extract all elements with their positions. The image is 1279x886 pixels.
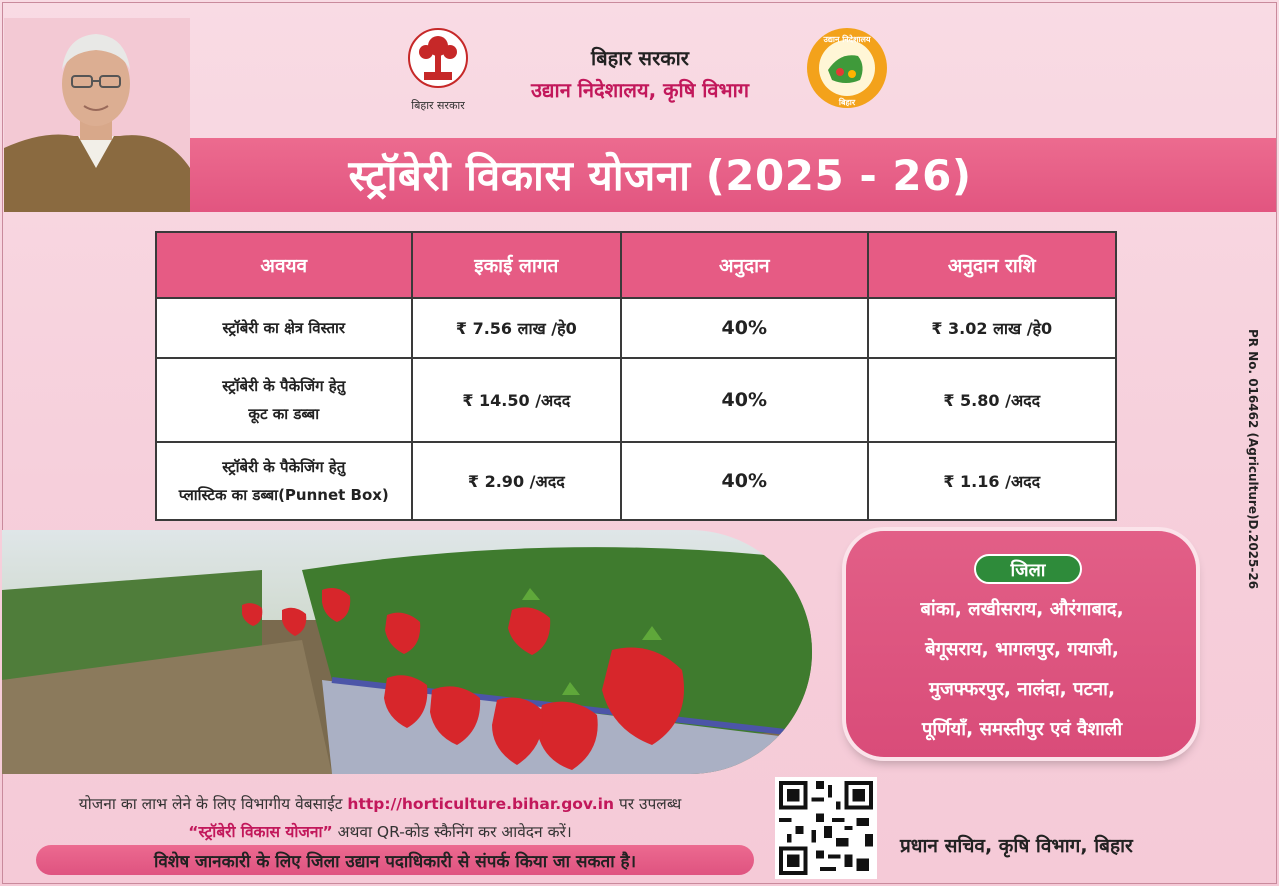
amount-cell: ₹ 5.80 /अदद (868, 358, 1116, 442)
logo-top-text: उद्यान निदेशालय (823, 35, 871, 44)
district-list (860, 590, 1184, 750)
item-name-line2: कूट का डब्बा (248, 405, 320, 423)
amount-cell: ₹ 1.16 /अदद (868, 442, 1116, 520)
subsidy-table (155, 231, 1117, 521)
item-cell (156, 442, 412, 520)
column-header: अनुदान (621, 232, 867, 298)
amount-cell: ₹ 3.02 लाख /हे0 (868, 298, 1116, 358)
subsidy-cell: 40% (621, 358, 867, 442)
subsidy-cell: 40% (621, 298, 867, 358)
column-header: अवयव (156, 232, 412, 298)
scheme-name-highlight: “स्ट्रॉबेरी विकास योजना” (188, 823, 333, 841)
table-row (156, 358, 1116, 442)
item-cell (156, 298, 412, 358)
contact-notice: विशेष जानकारी के लिए जिला उद्यान पदाधिकारी से संपर्क किया जा सकता है। (153, 852, 637, 872)
column-header: इकाई लागत (412, 232, 622, 298)
chief-minister-portrait (4, 18, 190, 212)
subsidy-cell: 40% (621, 442, 867, 520)
government-title: बिहार सरकार (591, 46, 689, 70)
unit-cost-cell: ₹ 2.90 /अदद (412, 442, 622, 520)
district-line: पूर्णियाँ, समस्तीपुर एवं वैशाली (921, 719, 1123, 740)
website-link[interactable]: http://horticulture.bihar.gov.in (347, 795, 615, 813)
line1-prefix: योजना का लाभ लेने के लिए विभागीय वेबसाईट (78, 795, 348, 813)
district-line: मुजफ्फरपुर, नालंदा, पटना, (929, 679, 1115, 700)
horticulture-directorate-logo-icon (800, 26, 894, 110)
item-name-line1: स्ट्रॉबेरी के पैकेजिंग हेतु (222, 377, 346, 395)
district-line: बेगूसराय, भागलपुर, गयाजी, (925, 639, 1119, 660)
emblem-caption: बिहार सरकार (411, 99, 465, 112)
line2-suffix: अथवा QR-कोड स्कैनिंग कर आवेदन करें। (332, 823, 572, 841)
department-title: उद्यान निदेशालय, कृषि विभाग (530, 78, 750, 102)
item-name-line1: स्ट्रॉबेरी का क्षेत्र विस्तार (222, 319, 346, 337)
unit-cost-cell: ₹ 14.50 /अदद (412, 358, 622, 442)
bihar-emblem-icon (402, 28, 474, 88)
table-row (156, 442, 1116, 520)
strawberry-farm-photo (2, 530, 812, 774)
item-cell (156, 358, 412, 442)
column-header: अनुदान राशि (868, 232, 1116, 298)
table-row (156, 298, 1116, 358)
apply-instruction-line2 (40, 820, 720, 842)
table-header-row (156, 232, 1116, 298)
line1-suffix: पर उपलब्ध (614, 795, 682, 813)
scheme-title: स्ट्रॉबेरी विकास योजना (2025 - 26) (348, 151, 972, 200)
signoff: प्रधान सचिव, कृषि विभाग, बिहार (900, 835, 1133, 857)
pr-number: PR No. 016462 (Agriculture)D.2025-26 (1246, 328, 1260, 590)
district-line: बांका, लखीसराय, औरंगाबाद, (920, 599, 1124, 620)
item-name-line2: प्लास्टिक का डब्बा(Punnet Box) (178, 486, 389, 504)
item-name-line1: स्ट्रॉबेरी के पैकेजिंग हेतु (222, 458, 346, 476)
apply-instruction-line1 (20, 792, 740, 814)
logo-bottom-text: बिहार (838, 98, 856, 107)
district-label: जिला (974, 554, 1082, 584)
qr-code-icon[interactable] (775, 777, 877, 879)
unit-cost-cell: ₹ 7.56 लाख /हे0 (412, 298, 622, 358)
